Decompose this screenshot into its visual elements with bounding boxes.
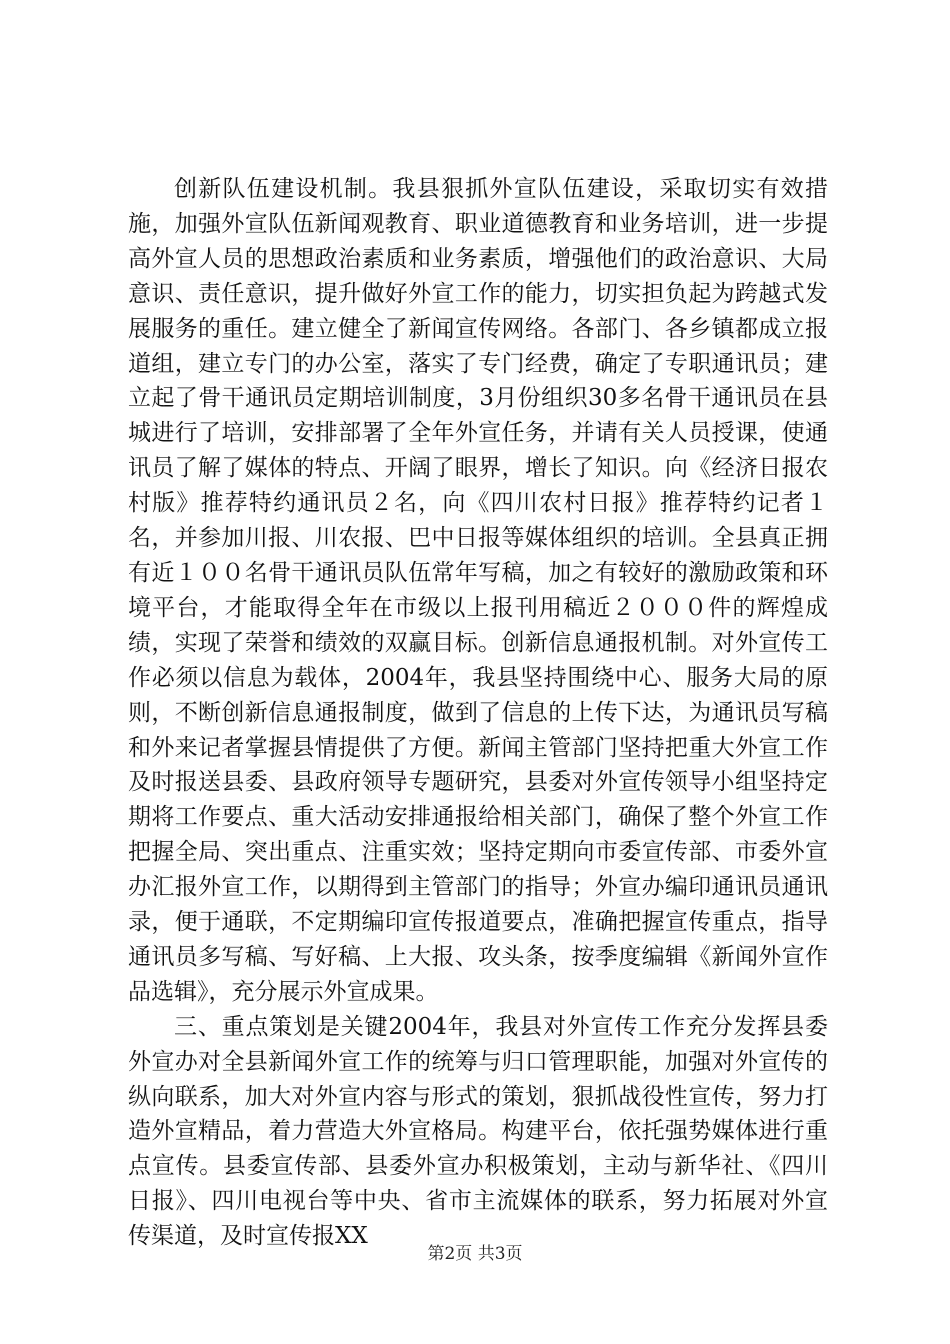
paragraph-2: 三、重点策划是关键2004年，我县对外宣传工作充分发挥县委外宣办对全县新闻外宣工作的统筹与归口管理职能，加强对外宣传的纵向联系，加大对外宣内容与形式的策划，狠抓战役性宣传，努力打造外宣精品，着力营造大外宣格局。构建平台，依托强势媒体进行重点宣传。县委宣传部、县委外宣办积极策划，主动与新华社、《四川日报》、四川电视台等中央、省市主流媒体的联系，努力拓展对外宣传渠道，及时宣传报XX [128,1013,828,1250]
document-body [128,172,828,1254]
paragraph-1: 创新队伍建设机制。我县狠抓外宣队伍建设，采取切实有效措施，加强外宣队伍新闻观教育、职业道德教育和业务培训，进一步提高外宣人员的思想政治素质和业务素质，增强他们的政治意识、大局意识、责任意识，提升做好外宣工作的能力，切实担负起为跨越式发展服务的重任。建立健全了新闻宣传网络。各部门、各乡镇都成立报道组，建立专门的办公室，落实了专门经费，确定了专职通讯员；建立起了骨干通讯员定期培训制度，3月份组织30多名骨干通讯员在县城进行了培训，安排部署了全年外宣任务，并请有关人员授课，使通讯员了解了媒体的特点、开阔了眼界，增长了知识。向《经济日报农村版》推荐特约通讯员２名，向《四川农村日报》推荐特约记者１名，并参加川报、川农报、巴中日报等媒体组织的培训。全县真正拥有近１００名骨干通讯员队伍常年写稿，加之有较好的激励政策和环境平台，才能取得全年在市级以上报刊用稿近２０００件的辉煌成绩，实现了荣誉和绩效的双赢目标。创新信息通报机制。对外宣传工作必须以信息为载体，2004年，我县坚持围绕中心、服务大局的原则，不断创新信息通报制度，做到了信息的上传下达，为通讯员写稿和外来记者掌握县情提供了方便。新闻主管部门坚持把重大外宣工作及时报送县委、县政府领导专题研究，县委对外宣传领导小组坚持定期将工作要点、重大活动安排通报给相关部门，确保了整个外宣工作把握全局、突出重点、注重实效；坚持定期向市委宣传部、市委外宣办汇报外宣工作，以期得到主管部门的指导；外宣办编印通讯员通讯录，便于通联，不定期编印宣传报道要点，准确把握宣传重点，指导通讯员多写稿、写好稿、上大报、攻头条，按季度编辑《新闻外宣作品选辑》，充分展示外宣成果。 [128,176,828,1005]
page-number-footer: 第2页 共3页 [427,1244,523,1264]
